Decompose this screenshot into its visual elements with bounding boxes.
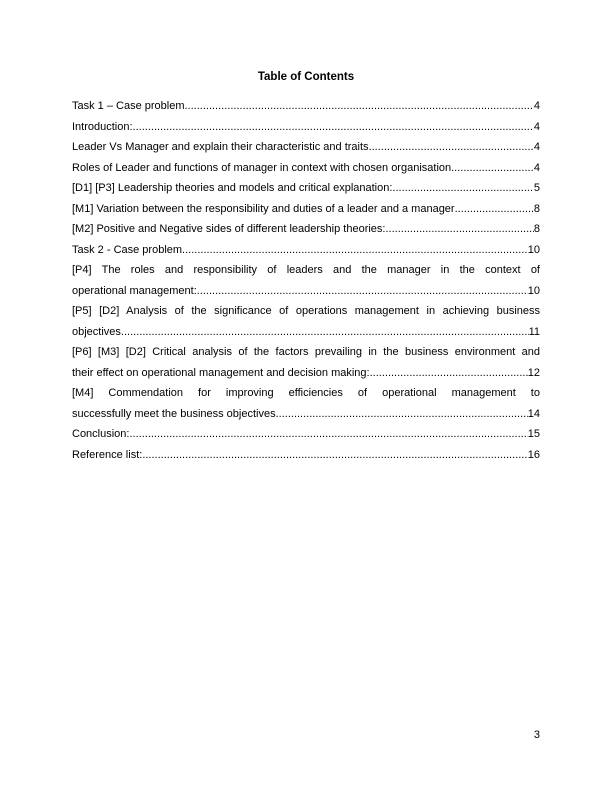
dot-leader: [455, 199, 534, 220]
toc-entry-label: operational management:: [72, 284, 197, 297]
dot-leader: [276, 404, 528, 425]
toc-entry-page: 8: [533, 202, 540, 215]
toc-entry[interactable]: [72, 219, 540, 240]
toc-entry-label: [M2] Positive and Negative sides of different leadership theories:: [72, 223, 386, 235]
toc-entry-line: [M4] Commendation for improving efficiencies of operational management to: [72, 387, 540, 399]
toc-entry[interactable]: [72, 117, 540, 138]
page-number: 3: [533, 729, 540, 741]
toc-entry[interactable]: [72, 137, 540, 158]
dot-leader: [133, 117, 534, 138]
toc-entry[interactable]: [72, 342, 540, 383]
toc-entry[interactable]: [72, 260, 540, 301]
toc-entry-page: 4: [533, 120, 540, 133]
toc-list: [72, 96, 540, 465]
toc-entry-label: Conclusion:: [72, 428, 130, 440]
toc-entry-label: [M1] Variation between the responsibility and duties of a leader and a manager: [72, 202, 455, 215]
toc-entry[interactable]: [72, 445, 540, 466]
toc-entry[interactable]: [72, 301, 540, 342]
toc-entry-page: 15: [527, 428, 540, 440]
dot-leader: [385, 219, 533, 240]
toc-entry-page: 4: [533, 161, 540, 174]
toc-entry-label: Introduction:: [72, 120, 133, 133]
toc-entry-line: [P6] [M3] [D2] Critical analysis of the factors prevailing in the business environment and: [72, 346, 540, 358]
toc-entry-label: Task 2 - Case problem: [72, 243, 183, 256]
toc-entry[interactable]: [72, 158, 540, 179]
toc-entry-label: successfully meet the business objectives: [72, 407, 276, 420]
toc-entry[interactable]: [72, 96, 540, 117]
toc-entry[interactable]: [72, 383, 540, 424]
toc-entry-line: [P5] [D2] Analysis of the significance of operations management in achieving business: [72, 305, 540, 317]
toc-entry-line: [P4] The roles and responsibility of leaders and the manager in the context of: [72, 264, 540, 276]
toc-entry-label: Roles of Leader and functions of manager in context with chosen organisation: [72, 161, 452, 174]
dot-leader: [451, 158, 534, 179]
toc-entry-page: 5: [533, 182, 540, 194]
toc-entry-label: their effect on operational management and decision making:: [72, 366, 370, 379]
dot-leader: [392, 178, 533, 199]
toc-entry-page: 12: [527, 366, 540, 379]
dot-leader: [182, 240, 528, 261]
toc-entry-page: 10: [527, 284, 540, 297]
dot-leader: [185, 96, 534, 117]
dot-leader: [121, 322, 529, 343]
toc-entry-page: 16: [527, 448, 540, 461]
toc-entry-page: 11: [528, 325, 540, 338]
toc-entry[interactable]: [72, 424, 540, 445]
dot-leader: [197, 281, 528, 302]
toc-entry-label: objectives: [72, 325, 121, 338]
toc-title: Table of Contents: [257, 71, 355, 83]
dot-leader: [370, 363, 528, 384]
toc-entry-label: [D1] [P3] Leadership theories and models and critical explanation:: [72, 182, 393, 194]
toc-entry[interactable]: [72, 199, 540, 220]
toc-entry[interactable]: [72, 178, 540, 199]
toc-entry-page: 10: [527, 243, 540, 256]
toc-entry-label: Reference list:: [72, 448, 143, 461]
toc-entry-label: Task 1 – Case problem: [72, 100, 185, 112]
toc-entry-page: 14: [527, 407, 540, 420]
toc-entry-page: 4: [533, 141, 540, 153]
toc-entry-page: 4: [533, 100, 540, 112]
dot-leader: [142, 445, 527, 466]
toc-entry-page: 8: [533, 223, 540, 235]
dot-leader: [129, 424, 527, 445]
toc-entry[interactable]: [72, 240, 540, 261]
toc-entry-label: Leader Vs Manager and explain their characteristic and traits: [72, 141, 369, 153]
dot-leader: [369, 137, 534, 158]
